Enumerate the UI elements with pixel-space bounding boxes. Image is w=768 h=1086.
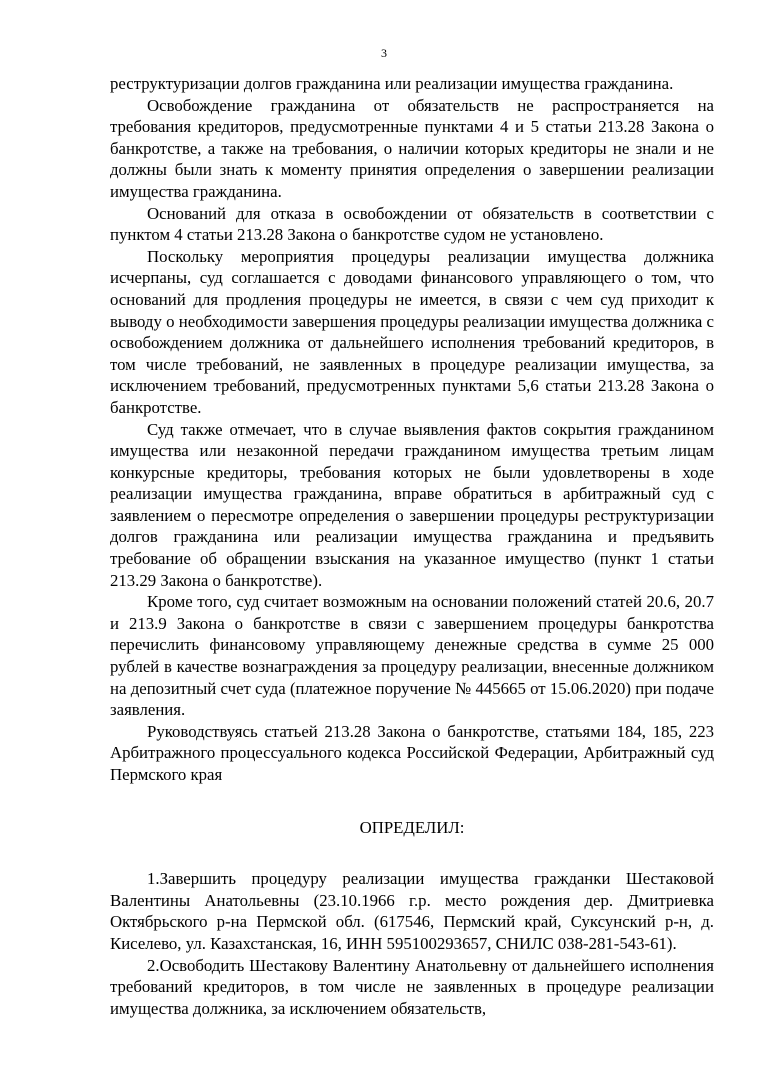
- ruling-heading: ОПРЕДЕЛИЛ:: [359, 817, 465, 837]
- paragraph-court-conclusion: Поскольку мероприятия процедуры реализации имущества должника исчерпаны, суд соглашается с доводами финансового управляющего о том, что оснований для продления процедуры не имеется, в связи с чем суд приходит к выводу о необходимости завершения процедуры реализации имущества должника с освобождением должника от дальнейшего исполнения требований кредиторов, в том числе требований, не заявленных в процедуре реализации имущества, за исключением требований, предусмотренных пунктами 5,6 статьи 213.28 Закона о банкротстве.: [110, 246, 714, 417]
- paragraph-continuation: реструктуризации долгов гражданина или реализации имущества гражданина.: [110, 74, 674, 93]
- paragraph-legal-basis: Руководствуясь статьей 213.28 Закона о банкротстве, статьями 184, 185, 223 Арбитражного процессуального кодекса Российской Федерации, Арбитражный суд Пермского края: [110, 721, 714, 784]
- resolution-item-2: 2.Освободить Шестакову Валентину Анатольевну от дальнейшего исполнения требований кредиторов, в том числе не заявленных в процедуре реализации имущества должника, за исключением обязательств,: [110, 955, 714, 1018]
- paragraph-release-exceptions: Освобождение гражданина от обязательств не распространяется на требования кредиторов, предусмотренные пунктами 4 и 5 статьи 213.28 Закона о банкротстве, а также на требования, о наличии которых кредиторы не знали и не должны были знать к моменту принятия определения о завершении реализации имущества гражданина.: [110, 95, 714, 201]
- page-number: 3: [381, 46, 387, 60]
- document-body: [110, 73, 714, 1019]
- paragraph-concealment-note: Суд также отмечает, что в случае выявления фактов сокрытия гражданином имущества или незаконной передачи гражданином имущества третьим лицам конкурсные кредиторы, требования которых не были удовлетворены в ходе реализации имущества гражданина, вправе обратиться в арбитражный суд с заявлением о пересмотре определения о завершении процедуры реструктуризации долгов гражданина или реализации имущества гражданина и предъявить требование об обращении взыскания на указанное имущество (пункт 1 статьи 213.29 Закона о банкротстве).: [110, 419, 714, 590]
- paragraph-no-refusal-grounds: Оснований для отказа в освобождении от обязательств в соответствии с пунктом 4 статьи 213.28 Закона о банкротстве судом не установлено.: [110, 203, 714, 245]
- resolution-item-1: 1.Завершить процедуру реализации имущества гражданки Шестаковой Валентины Анатольевны (23.10.1966 г.р. место рождения дер. Дмитриевка Октябрьского р-на Пермской обл. (617546, Пермский край, Суксунский р-н, д. Киселево, ул. Казахстанская, 16, ИНН 595100293657, СНИЛС 038-281-543-61).: [110, 869, 714, 953]
- paragraph-remuneration: Кроме того, суд считает возможным на основании положений статей 20.6, 20.7 и 213.9 Закона о банкротстве в связи с завершением процедуры банкротства перечислить финансовому управляющему денежные средства в сумме 25 000 рублей в качестве вознаграждения за процедуру реализации, внесенные должником на депозитный счет суда (платежное поручение № 445665 от 15.06.2020) при подаче заявления.: [110, 592, 714, 720]
